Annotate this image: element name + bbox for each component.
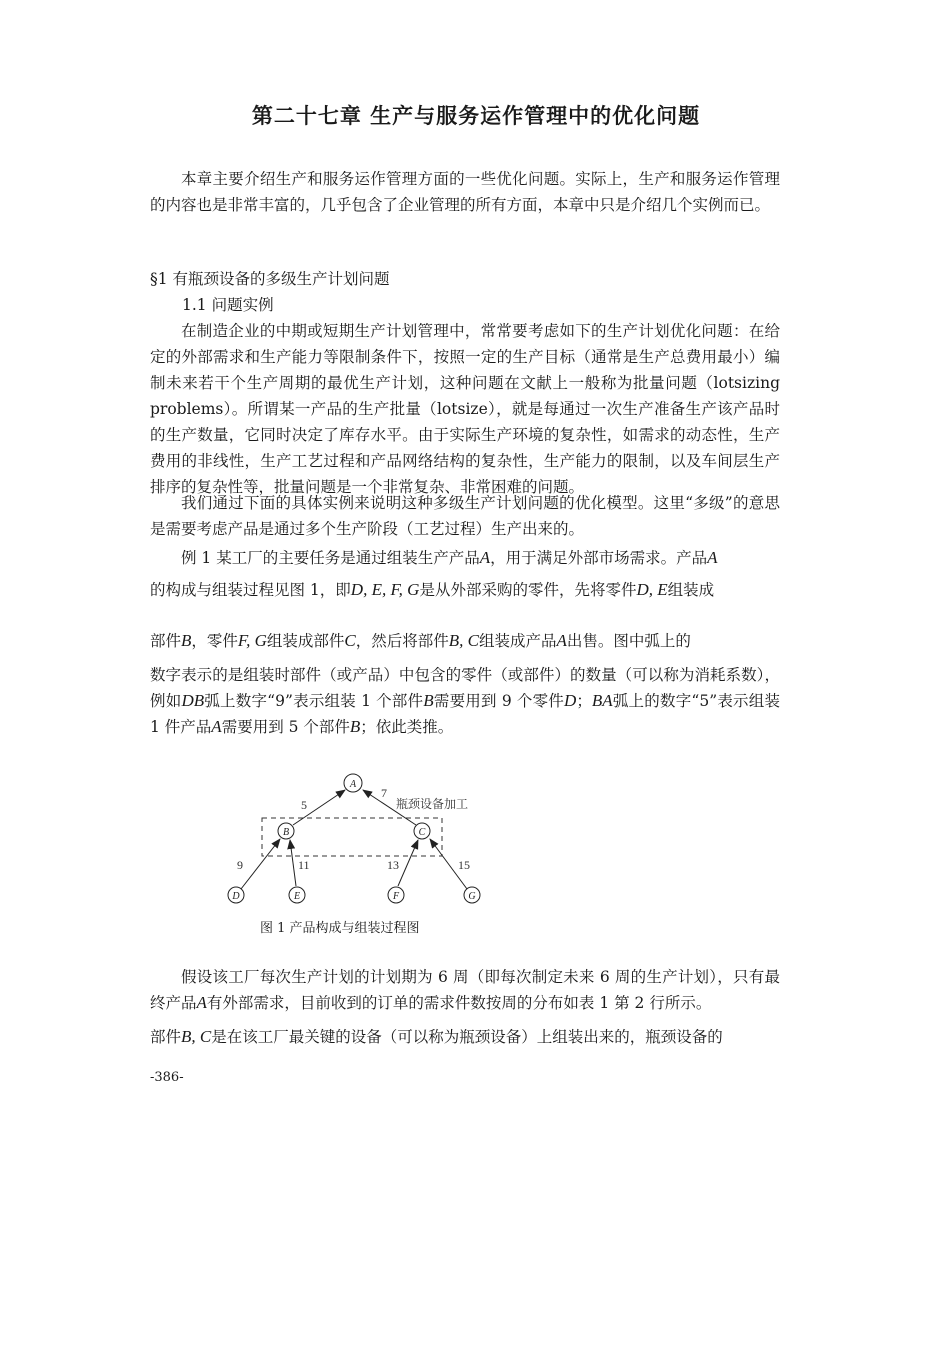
paragraph-plan-line-3: 部件B, C是在该工厂最关键的设备（可以称为瓶颈设备）上组装出来的，瓶颈设备的	[150, 1027, 723, 1046]
edge-label-13: 13	[387, 858, 399, 872]
section-heading: §1 有瓶颈设备的多级生产计划问题	[150, 270, 390, 288]
example-paragraph-rest: 数字表示的是组装时部件（或产品）中包含的零件（或部件）的数量（可以称为消耗系数），例如DB弧上数字“9”表示组装 1 个部件B需要用到 9 个零件D；BA弧上的数字“5”表示组装 1 件产品A需要用到 5 个部件B；依此类推。	[150, 666, 780, 736]
page-number: -386-	[150, 1070, 184, 1085]
svg-text:E: E	[293, 891, 301, 902]
svg-text:D: D	[232, 891, 240, 902]
node-b	[278, 823, 294, 839]
edge-f-c	[398, 840, 418, 886]
example-line-3: 部件B，零件F, G组装成部件C，然后将部件B, C组装成产品A出售。图中弧上的	[150, 631, 691, 650]
example-line-1: 例 1 某工厂的主要任务是通过组装生产产品A，用于满足外部市场需求。产品A	[181, 548, 718, 567]
example-line-2: 的构成与组装过程见图 1，即D, E, F, G是从外部采购的零件，先将零件D, E组装成	[150, 580, 715, 599]
edge-e-b	[290, 840, 296, 886]
node-a	[344, 774, 362, 792]
bottleneck-label: 瓶颈设备加工	[396, 797, 469, 811]
paragraph-plan-lines-1-2: 假设该工厂每次生产计划的计划期为 6 周（即每次制定未来 6 周的生产计划），只有最终产品A有外部需求，目前收到的订单的需求件数按周的分布如表 1 第 2 行所示。	[150, 968, 780, 1012]
node-g	[464, 887, 480, 903]
figure-caption: 图 1 产品构成与组装过程图	[260, 921, 420, 936]
svg-text:A: A	[349, 779, 357, 790]
node-d	[228, 887, 244, 903]
paragraph-lotsizing: 在制造企业的中期或短期生产计划管理中，常常要考虑如下的生产计划优化问题：在给定的外部需求和生产能力等限制条件下，按照一定的生产目标（通常是生产总费用最小）编制未来若干个生产周期的最优生产计划，这种问题在文献上一般称为批量问题（lotsizing problems）。所谓某一产品的生产批量（lotsize），就是每通过一次生产准备生产该产品时的生产数量，它同时决定了库存水平。由于实际生产环境的复杂性，如需求的动态性，生产费用的非线性，生产工艺过程和产品网络结构的复杂性，生产能力的限制，以及车间层生产排序的复杂性等，批量问题是一个非常复杂、非常困难的问题。	[150, 322, 780, 496]
edge-label-9: 9	[237, 858, 243, 872]
edge-d-b	[241, 839, 280, 889]
svg-text:F: F	[392, 891, 400, 902]
paragraph-multilevel: 我们通过下面的具体实例来说明这种多级生产计划问题的优化模型。这里“多级”的意思是需要考虑产品是通过多个生产阶段（工艺过程）生产出来的。	[150, 494, 780, 538]
svg-text:G: G	[468, 891, 476, 902]
node-e	[289, 887, 305, 903]
svg-text:B: B	[282, 827, 290, 838]
edge-label-15: 15	[458, 858, 470, 872]
node-c	[414, 823, 430, 839]
intro-paragraph: 本章主要介绍生产和服务运作管理方面的一些优化问题。实际上，生产和服务运作管理的内容也是非常丰富的，几乎包含了企业管理的所有方面，本章中只是介绍几个实例而已。	[150, 170, 780, 214]
chapter-title: 第二十七章 生产与服务运作管理中的优化问题	[251, 104, 701, 128]
node-f	[388, 887, 404, 903]
edge-label-11: 11	[298, 858, 310, 872]
edge-label-5: 5	[301, 798, 307, 812]
subsection-heading: 1.1 问题实例	[182, 296, 274, 314]
assembly-diagram	[0, 765, 952, 915]
svg-text:C: C	[418, 827, 426, 838]
edge-label-7: 7	[381, 786, 387, 800]
